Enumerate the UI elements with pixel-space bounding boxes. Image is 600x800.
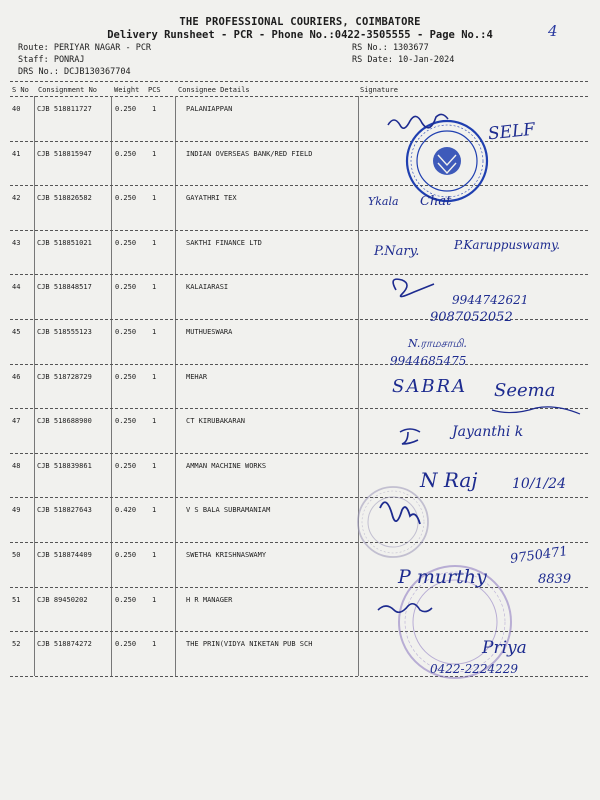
row-pcs: 1 <box>152 372 157 381</box>
row-consignee: H R MANAGER <box>186 595 233 604</box>
row-weight: 0.250 <box>115 551 137 559</box>
col-header-pcs: PCS <box>148 86 161 94</box>
row-consignee: INDIAN OVERSEAS BANK/RED FIELD <box>186 149 313 158</box>
row-consignee: PALANIAPPAN <box>186 105 233 113</box>
row-consignee: AMMAN MACHINE WORKS <box>186 461 267 470</box>
hw-self: SELF <box>487 119 537 145</box>
row-weight: 0.250 <box>115 640 137 649</box>
hw-ykala: Ykala <box>368 195 399 208</box>
row-consignment-no: CJB 518811727 <box>37 105 92 113</box>
row-consignment-no: CJB 518874272 <box>37 640 92 649</box>
route-label: Route: PERIYAR NAGAR - PCR <box>18 43 152 53</box>
hw-phone-4b: 8839 <box>538 572 572 587</box>
col-header-consignee: Consignee Details <box>178 86 250 94</box>
row-pcs: 1 <box>152 551 157 559</box>
row-pcs: 1 <box>152 506 157 515</box>
company-stamp-icon <box>358 487 428 557</box>
staff-label: Staff: PONRAJ <box>18 55 85 65</box>
hw-sabra: SABRA <box>392 376 468 397</box>
hw-pnary: P.Nary. <box>374 244 420 259</box>
rs-number: RS No.: 1303677 <box>352 43 429 53</box>
hw-pkaruppuswamy: P.Karuppuswamy. <box>454 238 561 252</box>
row-weight: 0.250 <box>115 372 137 381</box>
hw-n-name: N.ராமசாமி. <box>408 337 467 350</box>
row-consignment-no: CJB 89450202 <box>37 595 88 604</box>
row-consignment-no: CJB 518848517 <box>37 283 92 292</box>
row-consignee: KALAIARASI <box>186 283 229 292</box>
bank-stamp-icon <box>407 121 487 201</box>
rs-date: RS Date: 10-Jan-2024 <box>352 55 455 65</box>
row-consignment-no: CJB 518728729 <box>37 372 92 381</box>
row-pcs: 1 <box>152 595 157 604</box>
hw-phone-5: 0422-2224229 <box>430 662 519 676</box>
row-consignee: MEHAR <box>186 372 208 381</box>
document-title: THE PROFESSIONAL COURIERS, COIMBATORE <box>179 16 421 28</box>
col-header-signature: Signature <box>360 86 398 94</box>
row-consignee: THE PRIN(VIDYA NIKETAN PUB SCH <box>186 640 313 649</box>
signature-scribble-icon <box>393 279 434 296</box>
row-consignment-no: CJB 518827643 <box>37 506 92 515</box>
row-weight: 0.250 <box>115 417 137 426</box>
hw-chat: Chat <box>420 194 452 209</box>
handwritten-page-mark: 4 <box>548 22 558 40</box>
row-weight: 0.250 <box>115 194 137 203</box>
row-consignment-no: CJB 518874409 <box>37 551 92 559</box>
row-weight: 0.250 <box>115 461 137 470</box>
hw-phone-1: 9944742621 <box>452 293 529 307</box>
signature-underline-icon <box>492 407 580 414</box>
row-pcs: 1 <box>152 640 157 649</box>
col-header-sno: S No <box>12 86 29 94</box>
row-sno: 52 <box>12 640 21 649</box>
row-consignee: SAKTHI FINANCE LTD <box>186 238 262 247</box>
row-sno: 46 <box>12 372 21 381</box>
row-weight: 0.420 <box>115 506 137 515</box>
row-consignment-no: CJB 518815947 <box>37 149 92 158</box>
row-consignee: MUTHUESWARA <box>186 328 233 336</box>
row-pcs: 1 <box>152 194 157 203</box>
row-pcs: 1 <box>152 238 157 247</box>
hw-seema: Seema <box>494 380 556 401</box>
hw-nraj: N Raj <box>420 468 478 492</box>
col-header-consignment: Consignment No <box>38 86 98 94</box>
row-pcs: 1 <box>152 328 157 336</box>
row-pcs: 1 <box>152 461 157 470</box>
row-sno: 43 <box>12 238 21 247</box>
row-consignment-no: CJB 518839861 <box>37 461 92 470</box>
drs-label: DRS No.: DCJB130367704 <box>18 67 131 77</box>
row-sno: 49 <box>12 506 21 515</box>
row-sno: 44 <box>12 283 21 292</box>
row-sno: 41 <box>12 149 21 158</box>
row-consignment-no: CJB 518555123 <box>37 328 92 336</box>
row-consignee: GAYATHRI TEX <box>186 194 237 203</box>
row-consignee: CT KIRUBAKARAN <box>186 417 246 426</box>
row-consignment-no: CJB 518826582 <box>37 194 92 203</box>
row-weight: 0.250 <box>115 595 137 604</box>
col-header-weight: Weight <box>114 86 140 94</box>
row-sno: 45 <box>12 328 21 336</box>
row-weight: 0.250 <box>115 283 137 292</box>
hw-date: 10/1/24 <box>512 476 566 492</box>
row-sno: 51 <box>12 595 21 604</box>
hw-phone-2: 9087052052 <box>430 310 513 325</box>
signature-scribble-icon <box>378 604 432 613</box>
row-sno: 42 <box>12 194 21 203</box>
hw-pmurthy: P murthy <box>398 566 487 588</box>
document-subtitle: Delivery Runsheet - PCR - Phone No.:0422-3505555 - Page No.:4 <box>107 29 493 41</box>
row-sno: 48 <box>12 461 21 470</box>
row-pcs: 1 <box>152 283 157 292</box>
hw-phone-4: 9750471 <box>509 544 569 567</box>
signature-scribble-icon <box>380 502 420 524</box>
row-consignment-no: CJB 518851021 <box>37 238 92 247</box>
signature-scribble-icon <box>400 429 420 444</box>
row-sno: 40 <box>12 105 21 113</box>
row-pcs: 1 <box>152 417 157 426</box>
row-consignee: V S BALA SUBRAMANIAM <box>186 506 271 515</box>
row-weight: 0.250 <box>115 105 137 113</box>
row-consignee: SWETHA KRISHNASWAMY <box>186 551 267 559</box>
row-pcs: 1 <box>152 105 157 113</box>
row-weight: 0.250 <box>115 238 137 247</box>
hw-phone-3: 9944685475 <box>390 354 467 368</box>
row-pcs: 1 <box>152 149 157 158</box>
row-sno: 50 <box>12 551 21 559</box>
row-consignment-no: CJB 518688900 <box>37 417 92 426</box>
hw-priya: Priya <box>482 638 527 658</box>
row-weight: 0.250 <box>115 149 137 158</box>
hw-jayanthi: Jayanthi k <box>452 424 524 440</box>
row-sno: 47 <box>12 417 21 426</box>
row-weight: 0.250 <box>115 328 137 336</box>
